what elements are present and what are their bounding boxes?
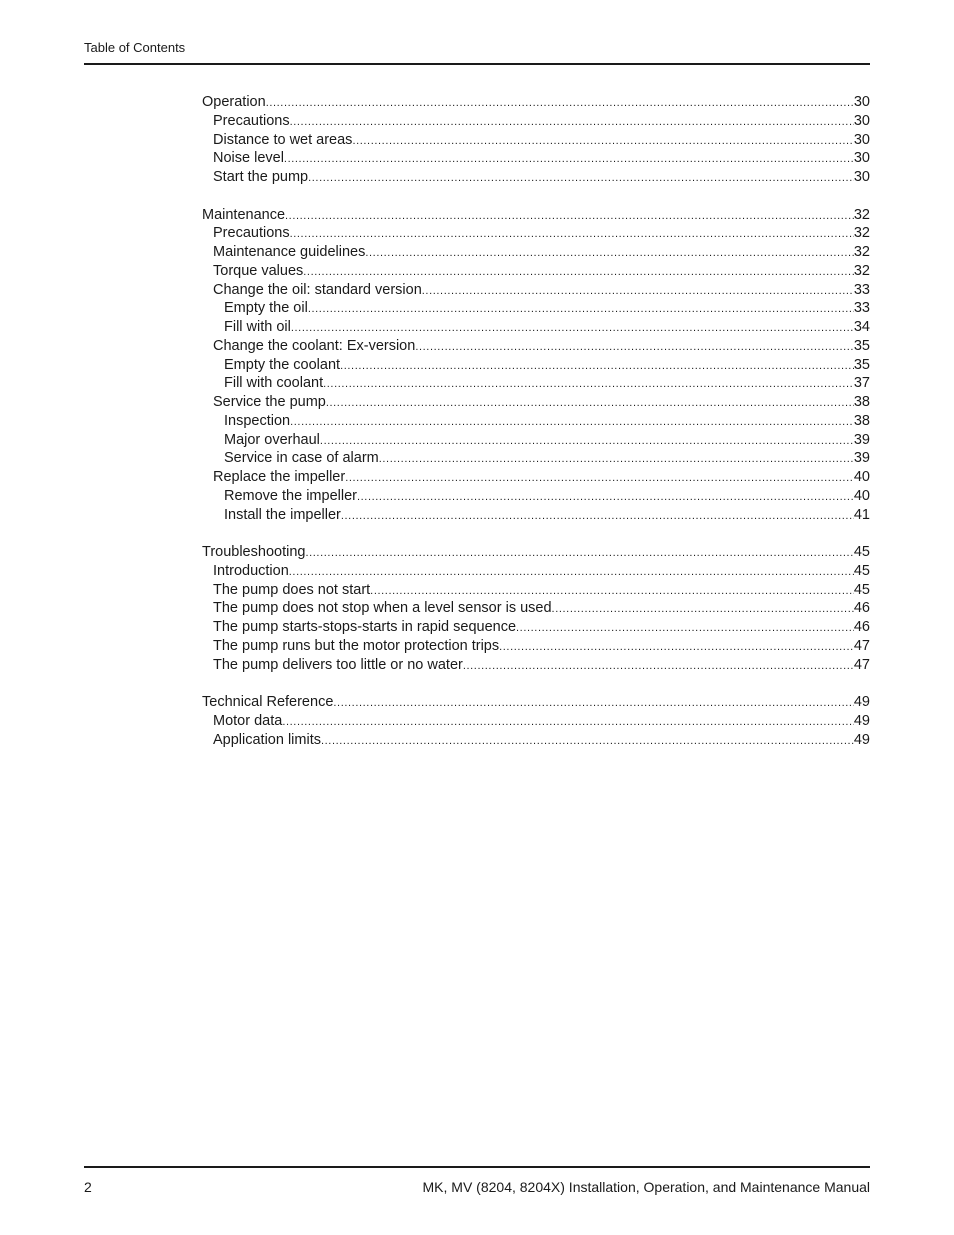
toc-entry-label: Operation [202,94,266,110]
toc-page-number: 33 [853,300,870,317]
toc-page-number: 38 [853,394,870,410]
toc-entry-label: Remove the impeller [224,487,357,504]
toc-entry[interactable] [202,356,870,375]
dot-leader [308,300,854,319]
toc-entry-label: Fill with coolant [224,375,324,392]
dot-leader [303,263,854,282]
toc-entry[interactable] [202,224,870,243]
toc-page-number: 30 [853,94,870,110]
toc-entry[interactable] [202,656,870,675]
toc-entry-label: Precautions [213,225,290,242]
toc-entry-label: Empty the oil [224,300,308,317]
toc-page-number: 45 [853,562,870,579]
dot-leader [308,169,854,188]
toc-entry-label: Precautions [213,112,290,129]
toc-page-number: 34 [853,319,870,335]
toc-page-number: 41 [853,506,870,523]
toc-entry[interactable] [202,318,870,337]
toc-page-number: 40 [853,469,870,485]
toc-entry[interactable] [202,468,870,487]
toc-entry-label: Motor data [213,712,283,729]
toc-page-number: 32 [853,244,870,260]
toc-entry-label: Service the pump [213,394,326,410]
dot-leader [415,338,854,357]
toc-entry[interactable] [202,581,870,600]
dot-leader [291,319,854,338]
toc-section [202,93,870,187]
toc-section [202,206,870,525]
toc-page-number: 30 [853,169,870,185]
toc-page-number: 37 [853,375,870,392]
toc-entry[interactable] [202,374,870,393]
dot-leader [284,150,854,169]
header-rule [84,63,870,65]
toc-page-number: 32 [853,262,870,279]
toc-entry[interactable] [202,731,870,750]
toc-page-number: 49 [853,731,870,748]
toc-entry-label: The pump does not start [213,581,371,598]
dot-leader [340,357,854,376]
toc-entry[interactable] [202,168,870,187]
dot-leader [305,544,853,563]
toc-chapter-entry[interactable] [202,693,870,712]
toc-entry[interactable] [202,281,870,300]
toc-chapter-entry[interactable] [202,93,870,112]
dot-leader [333,694,853,713]
dot-leader [422,282,854,301]
dot-leader [463,657,854,676]
toc-entry[interactable] [202,487,870,506]
toc-page-number: 35 [853,356,870,373]
toc-entry[interactable] [202,112,870,131]
toc-page-number: 40 [853,487,870,504]
dot-leader [323,375,854,394]
dot-leader [320,432,854,451]
toc-entry[interactable] [202,449,870,468]
toc-entry-label: Torque values [213,262,304,279]
toc-entry[interactable] [202,131,870,150]
toc-section [202,543,870,674]
toc-entry-label: Service in case of alarm [224,450,379,467]
toc-entry[interactable] [202,637,870,656]
toc-entry[interactable] [202,262,870,281]
toc-page-number: 35 [853,337,870,354]
footer-rule [84,1166,870,1168]
toc-entry[interactable] [202,618,870,637]
toc-entry-label: Introduction [213,562,289,579]
dot-leader [370,582,854,601]
toc-page-number: 45 [853,544,870,560]
toc-entry-label: Maintenance [202,206,286,223]
page-number: 2 [84,1179,92,1195]
toc-entry-label: The pump does not stop when a level sensor is used [213,600,552,617]
table-of-contents [202,93,870,768]
dot-leader [290,113,854,132]
toc-entry-label: Fill with oil [224,319,291,335]
toc-page-number: 32 [853,206,870,223]
toc-entry-label: Application limits [213,731,321,748]
toc-entry-label: The pump delivers too little or no water [213,656,463,673]
toc-page-number: 30 [853,150,870,167]
toc-entry[interactable] [202,149,870,168]
toc-entry-label: Start the pump [213,169,309,185]
toc-entry-label: Major overhaul [224,431,320,448]
toc-entry[interactable] [202,393,870,412]
dot-leader [282,713,854,732]
dot-leader [290,413,854,432]
dot-leader [290,225,854,244]
dot-leader [345,469,854,488]
dot-leader [552,600,854,619]
toc-entry-label: Empty the coolant [224,356,341,373]
toc-entry-label: Noise level [213,150,284,167]
toc-entry[interactable] [202,337,870,356]
dot-leader [379,450,854,469]
toc-page-number: 39 [853,450,870,467]
manual-title: MK, MV (8204, 8204X) Installation, Operation, and Maintenance Manual [422,1179,870,1195]
toc-page-number: 39 [853,431,870,448]
toc-page-number: 45 [853,581,870,598]
toc-page-number: 38 [853,412,870,429]
dot-leader [266,94,854,113]
toc-entry-label: Troubleshooting [202,544,306,560]
toc-page-number: 30 [853,131,870,148]
toc-page-number: 47 [853,637,870,654]
toc-entry-label: Install the impeller [224,506,341,523]
dot-leader [365,244,854,263]
toc-page-number: 46 [853,600,870,617]
toc-entry[interactable] [202,299,870,318]
toc-page-number: 33 [853,281,870,298]
toc-section [202,693,870,749]
toc-entry-label: Replace the impeller [213,469,346,485]
toc-entry-label: Maintenance guidelines [213,244,366,260]
toc-chapter-entry[interactable] [202,206,870,225]
dot-leader [321,732,854,751]
toc-page-number: 32 [853,225,870,242]
toc-entry-label: Distance to wet areas [213,131,353,148]
toc-entry[interactable] [202,506,870,525]
toc-page-number: 49 [853,694,870,710]
toc-entry-label: Change the oil: standard version [213,281,422,298]
toc-page-number: 47 [853,656,870,673]
toc-page-number: 49 [853,712,870,729]
toc-page-number: 46 [853,619,870,635]
toc-entry[interactable] [202,562,870,581]
toc-entry-label: Inspection [224,412,291,429]
toc-entry-label: Change the coolant: Ex-version [213,337,416,354]
toc-entry-label: The pump starts-stops-starts in rapid sequence [213,619,517,635]
toc-entry-label: The pump runs but the motor protection trips [213,637,500,654]
toc-page-number: 30 [853,112,870,129]
toc-entry[interactable] [202,243,870,262]
toc-entry[interactable] [202,412,870,431]
running-head-title: Table of Contents [84,40,186,55]
toc-entry[interactable] [202,599,870,618]
dot-leader [516,619,854,638]
page-footer [84,1179,870,1195]
dot-leader [499,638,854,657]
dot-leader [352,132,853,151]
dot-leader [289,563,854,582]
dot-leader [285,207,854,226]
dot-leader [357,488,854,507]
dot-leader [341,507,854,526]
toc-chapter-entry[interactable] [202,543,870,562]
toc-entry-label: Technical Reference [202,694,334,710]
toc-entry[interactable] [202,431,870,450]
toc-entry[interactable] [202,712,870,731]
dot-leader [326,394,854,413]
